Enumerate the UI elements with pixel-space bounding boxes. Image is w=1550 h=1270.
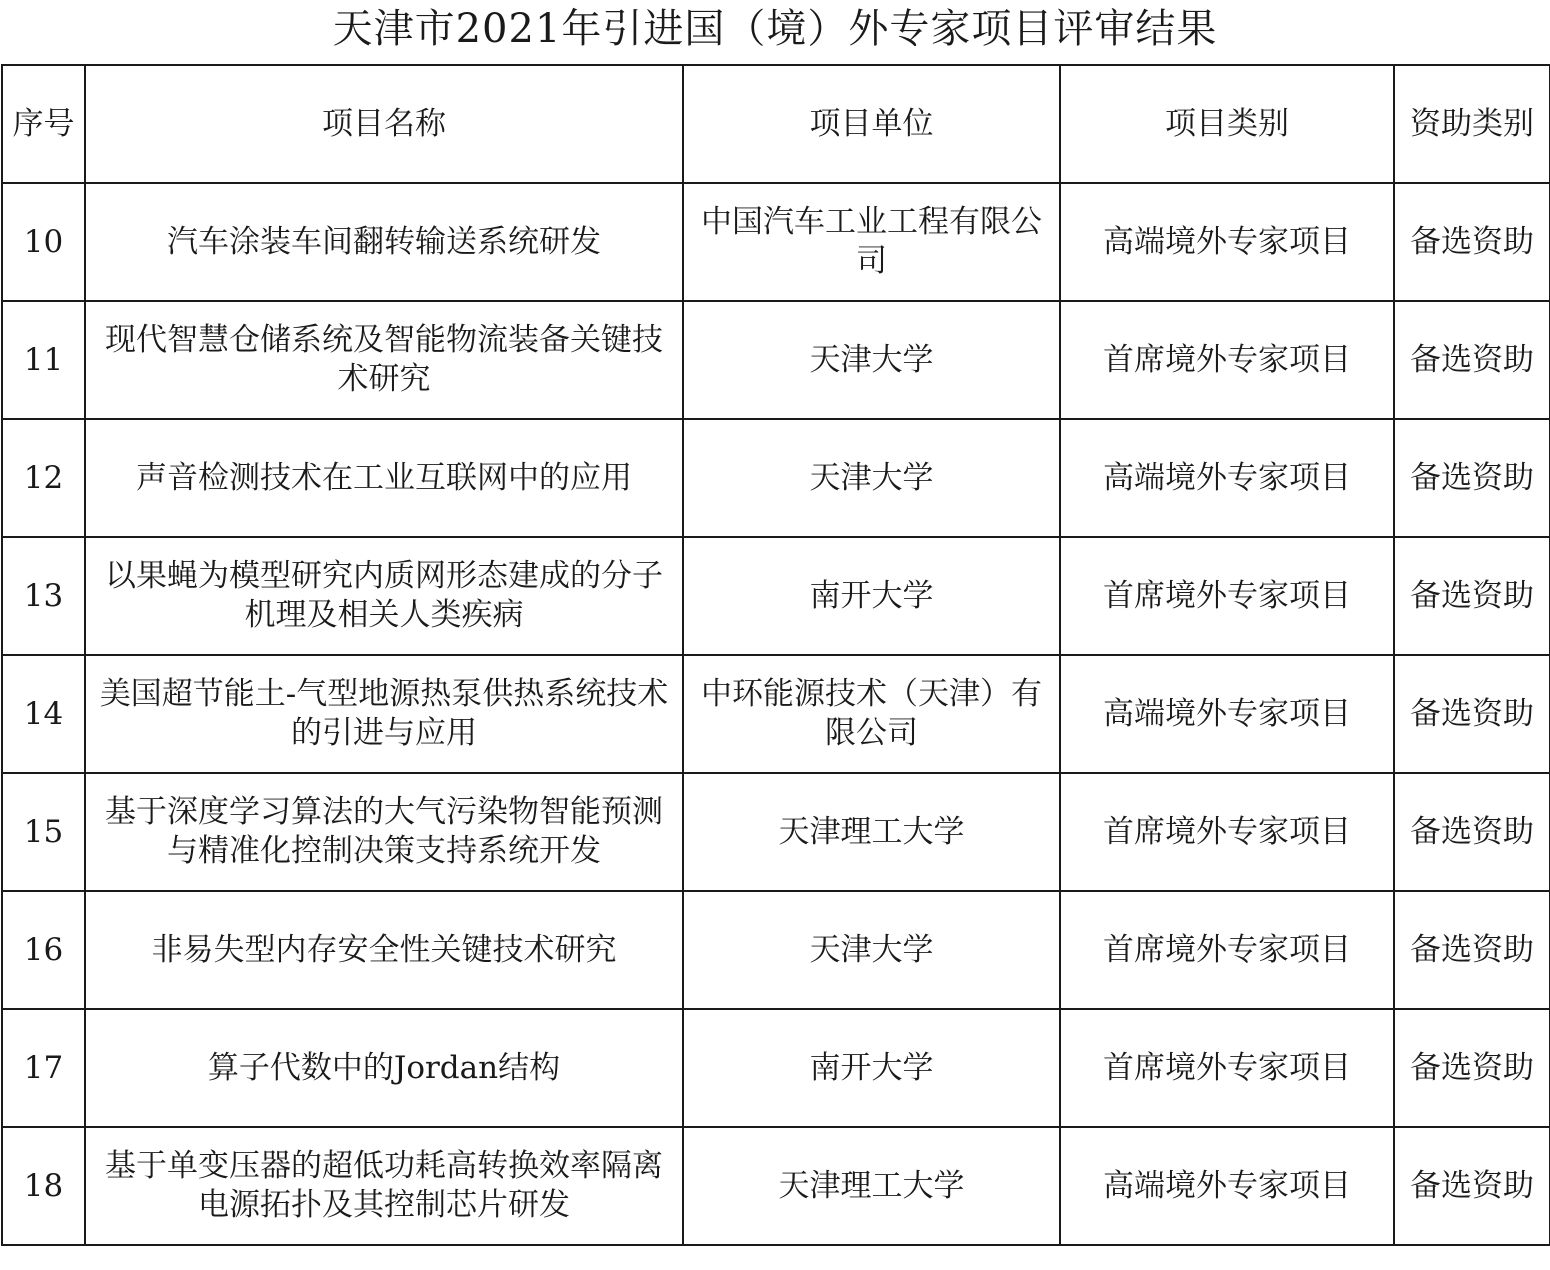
header-funding-category: 资助类别	[1394, 65, 1550, 183]
header-project-category: 项目类别	[1060, 65, 1394, 183]
cell-serial-number: 12	[2, 419, 85, 537]
cell-project-category: 首席境外专家项目	[1060, 537, 1394, 655]
cell-project-category: 高端境外专家项目	[1060, 183, 1394, 301]
header-serial-number: 序号	[2, 65, 85, 183]
cell-funding-category: 备选资助	[1394, 773, 1550, 891]
cell-serial-number: 10	[2, 183, 85, 301]
cell-project-name: 非易失型内存安全性关键技术研究	[85, 891, 683, 1009]
cell-serial-number: 18	[2, 1127, 85, 1245]
cell-project-category: 首席境外专家项目	[1060, 301, 1394, 419]
table-row	[2, 419, 1550, 537]
cell-project-unit: 天津大学	[683, 419, 1060, 537]
table-row	[2, 537, 1550, 655]
cell-serial-number: 15	[2, 773, 85, 891]
cell-project-unit: 天津理工大学	[683, 1127, 1060, 1245]
cell-funding-category: 备选资助	[1394, 655, 1550, 773]
table-row	[2, 773, 1550, 891]
cell-project-unit: 南开大学	[683, 537, 1060, 655]
cell-project-unit: 中环能源技术（天津）有限公司	[683, 655, 1060, 773]
cell-project-category: 高端境外专家项目	[1060, 419, 1394, 537]
cell-funding-category: 备选资助	[1394, 419, 1550, 537]
cell-project-unit: 天津大学	[683, 301, 1060, 419]
table-row	[2, 301, 1550, 419]
table-row	[2, 1009, 1550, 1127]
cell-project-unit: 南开大学	[683, 1009, 1060, 1127]
cell-project-unit: 天津大学	[683, 891, 1060, 1009]
cell-project-category: 高端境外专家项目	[1060, 655, 1394, 773]
cell-funding-category: 备选资助	[1394, 183, 1550, 301]
cell-funding-category: 备选资助	[1394, 891, 1550, 1009]
table-row	[2, 183, 1550, 301]
cell-funding-category: 备选资助	[1394, 537, 1550, 655]
cell-serial-number: 14	[2, 655, 85, 773]
cell-project-category: 首席境外专家项目	[1060, 891, 1394, 1009]
cell-funding-category: 备选资助	[1394, 1009, 1550, 1127]
cell-project-category: 首席境外专家项目	[1060, 773, 1394, 891]
header-project-name: 项目名称	[85, 65, 683, 183]
table-header-row	[2, 65, 1550, 183]
cell-project-unit: 天津理工大学	[683, 773, 1060, 891]
cell-project-name: 汽车涂装车间翻转输送系统研发	[85, 183, 683, 301]
document-title: 天津市2021年引进国（境）外专家项目评审结果	[332, 6, 1218, 52]
cell-serial-number: 16	[2, 891, 85, 1009]
cell-funding-category: 备选资助	[1394, 301, 1550, 419]
cell-project-unit: 中国汽车工业工程有限公司	[683, 183, 1060, 301]
table-row	[2, 655, 1550, 773]
table-row	[2, 1127, 1550, 1245]
cell-project-category: 高端境外专家项目	[1060, 1127, 1394, 1245]
cell-project-name: 声音检测技术在工业互联网中的应用	[85, 419, 683, 537]
cell-serial-number: 17	[2, 1009, 85, 1127]
cell-project-name: 现代智慧仓储系统及智能物流装备关键技术研究	[85, 301, 683, 419]
cell-funding-category: 备选资助	[1394, 1127, 1550, 1245]
cell-project-category: 首席境外专家项目	[1060, 1009, 1394, 1127]
cell-project-name: 基于单变压器的超低功耗高转换效率隔离电源拓扑及其控制芯片研发	[85, 1127, 683, 1245]
cell-project-name: 算子代数中的Jordan结构	[85, 1009, 683, 1127]
results-table	[1, 64, 1550, 1246]
cell-project-name: 美国超节能土-气型地源热泵供热系统技术的引进与应用	[85, 655, 683, 773]
cell-serial-number: 11	[2, 301, 85, 419]
cell-project-name: 基于深度学习算法的大气污染物智能预测与精准化控制决策支持系统开发	[85, 773, 683, 891]
cell-project-name: 以果蝇为模型研究内质网形态建成的分子机理及相关人类疾病	[85, 537, 683, 655]
table-row	[2, 891, 1550, 1009]
cell-serial-number: 13	[2, 537, 85, 655]
header-project-unit: 项目单位	[683, 65, 1060, 183]
